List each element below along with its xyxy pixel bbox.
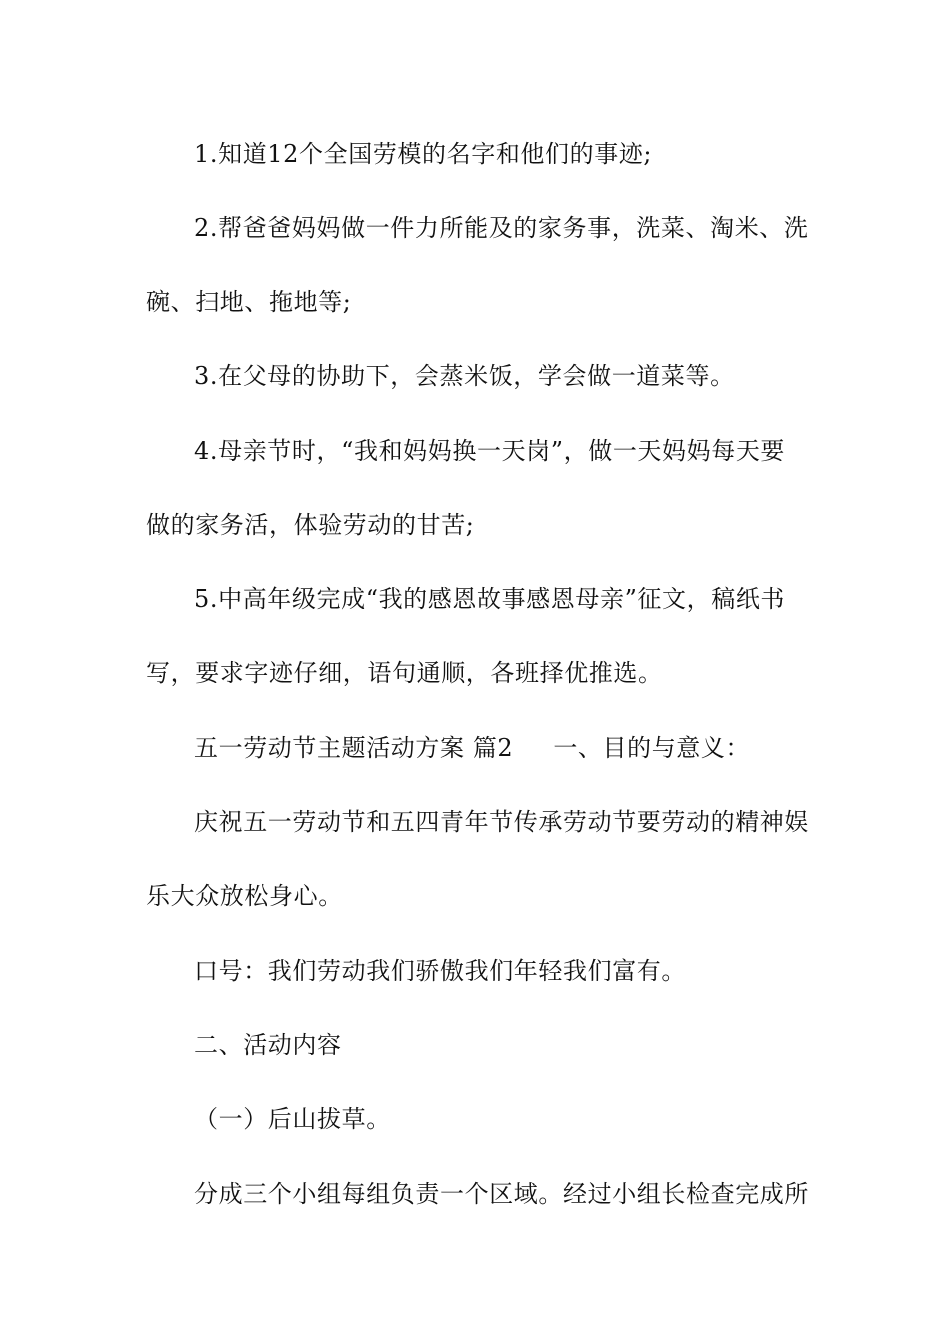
section-heading <box>194 733 854 763</box>
paragraph-line: 4.母亲节时，“我和妈妈换一天岗”，做一天妈妈每天要 <box>194 437 786 465</box>
paragraph-line: （一）后山拔草。 <box>194 1105 391 1133</box>
paragraph-line: 乐大众放松身心。 <box>146 882 343 910</box>
paragraph-line: 1.知道12个全国劳模的名字和他们的事迹; <box>194 140 653 168</box>
paragraph-line: 口号：我们劳动我们骄傲我们年轻我们富有。 <box>194 957 686 985</box>
section-heading-title: 五一劳动节主题活动方案 篇2 <box>194 734 514 762</box>
section-heading-subtitle: 一、目的与意义： <box>553 734 751 762</box>
paragraph-line: 二、活动内容 <box>194 1031 342 1059</box>
paragraph-line: 庆祝五一劳动节和五四青年节传承劳动节要劳动的精神娱 <box>194 808 809 836</box>
paragraph-line: 写，要求字迹仔细，语句通顺，各班择优推选。 <box>146 659 663 687</box>
paragraph-line: 碗、扫地、拖地等; <box>146 288 352 316</box>
paragraph-line: 5.中高年级完成“我的感恩故事感恩母亲”征文，稿纸书 <box>194 585 786 613</box>
paragraph-line: 3.在父母的协助下，会蒸米饭，学会做一道菜等。 <box>194 362 735 390</box>
paragraph-line: 做的家务活，体验劳动的甘苦; <box>146 511 475 539</box>
paragraph-line: 2.帮爸爸妈妈做一件力所能及的家务事，洗菜、淘米、洗 <box>194 214 809 242</box>
paragraph-line: 分成三个小组每组负责一个区域。经过小组长检查完成所 <box>194 1180 809 1208</box>
